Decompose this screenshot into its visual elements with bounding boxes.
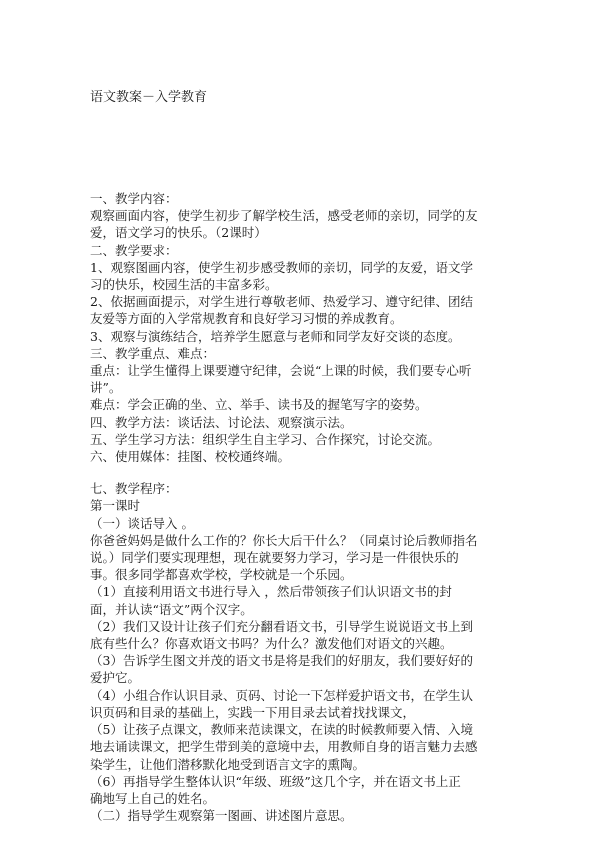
paragraph-gap (90, 465, 520, 480)
text-line: 识页码和目录的基础上，实践一下用目录去试着找找课文， (90, 704, 416, 720)
text-line: （1）直接利用语文书进行导入 ，然后带领孩子们认识语文书的封 (90, 584, 452, 600)
text-line: 3、观察与演练结合，培养学生愿意与老师和同学友好交谈的态度。 (90, 328, 461, 344)
text-line: 五、学生学习方法：组织学生自主学习、合作探究，讨论交流。 (90, 431, 441, 447)
text-line: （一）谈话导入 。 (90, 515, 194, 531)
text-line: 染学生，让他们潜移默化地受到语言文字的熏陶。 (90, 756, 366, 772)
document-title: 语文教案－入学教育 (90, 90, 208, 105)
text-line: （5）让孩子点课文，教师来范读课文，在读的时候教师要入情、入境 (90, 722, 473, 738)
text-line: 确地写上自己的姓名。 (90, 790, 216, 806)
text-line: （4）小组合作认识目录、页码、讨论一下怎样爱护语文书，在学生认 (90, 687, 473, 703)
text-line: 一、教学内容： (90, 191, 178, 206)
text-line: 第一课时 (90, 498, 141, 514)
text-line: 友爱等方面的入学常规教育和良好学习习惯的养成教育。 (90, 311, 403, 327)
text-line: 观察画面内容，使学生初步了解学校生活，感受老师的亲切，同学的友 (90, 208, 478, 224)
text-line: 重点：让学生懂得上课要遵守纪律，会说“上课的时候，我们要专心听 (90, 363, 472, 379)
text-line: （6）再指导学生整体认识“年级、班级”这几个字，并在语文书上正 (90, 773, 461, 789)
text-line: 爱护它。 (90, 670, 141, 686)
text-line: 你爸爸妈妈是做什么工作的？你长大后干什么？（同桌讨论后教师指名 (90, 532, 478, 548)
text-line: 1、观察图画内容，使学生初步感受教师的亲切，同学的友爱，语文学 (90, 259, 473, 275)
text-line: 说。）同学们要实现理想，现在就要努力学习，学习是一件很快乐的 (90, 550, 459, 566)
text-line: 难点：学会正确的坐、立、举手、读书及的握笔写字的姿势。 (90, 397, 428, 413)
document-body (90, 190, 520, 824)
text-line: 爱，语文学习的快乐。（2课时） (90, 225, 267, 241)
text-line: 七、教学程序： (90, 481, 178, 497)
text-line: 地去诵读课文，把学生带到美的意境中去，用教师自身的语言魅力去感 (90, 739, 478, 755)
text-line: 底有些什么？你喜欢语文书吗？为什么？激发他们对语文的兴趣。 (90, 636, 453, 652)
text-line: 四、教学方法：谈话法、讨论法、观察演示法。 (90, 414, 353, 430)
text-line: 习的快乐，校园生活的丰富多彩。 (90, 277, 278, 293)
text-line: （二）指导学生观察第一图画、讲述图片意思。 (90, 808, 353, 824)
text-line: 六、使用媒体：挂图、校校通终端。 (90, 449, 291, 465)
text-line: 面，并认读“语文”两个汉字。 (90, 601, 253, 617)
text-line: （3）告诉学生图文并茂的语文书是将是我们的好朋友，我们要好好的 (90, 653, 473, 669)
text-line: （2）我们又设计让孩子们充分翻看语文书，引导学生说说语文书上到 (90, 618, 473, 634)
text-line: 讲”。 (90, 380, 122, 396)
text-line: 2、依据画面提示，对学生进行尊敬老师、热爱学习、遵守纪律、团结 (90, 294, 473, 310)
text-line: 二、教学要求： (90, 242, 178, 258)
text-line: 事。很多同学都喜欢学校，学校就是一个乐园。 (90, 567, 353, 583)
text-line: 三、教学重点、难点： (90, 345, 216, 361)
